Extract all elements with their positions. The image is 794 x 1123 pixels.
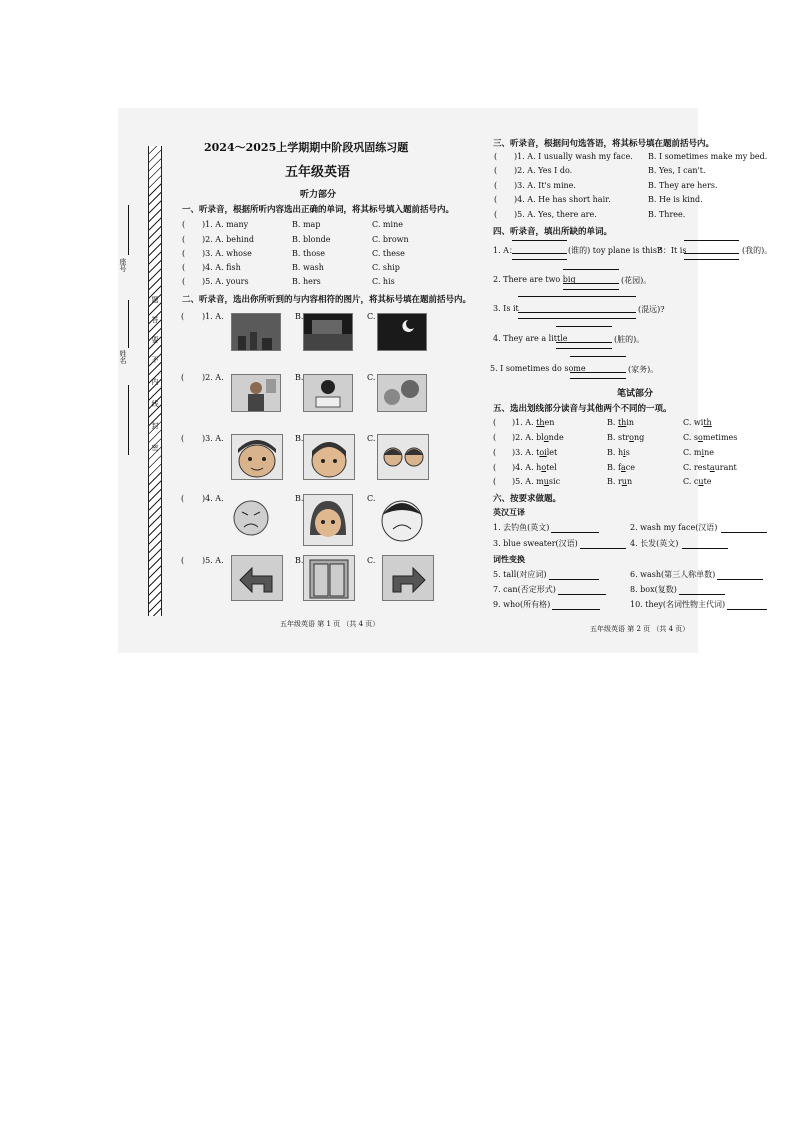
q4-item-5-hint: (家务)。 (628, 365, 659, 374)
night-city-image[interactable] (231, 313, 281, 351)
answer-blank[interactable] (512, 245, 567, 254)
answer-blank[interactable] (570, 364, 626, 373)
q6-sub-translation: 英汉互译 (493, 507, 525, 517)
seat-number-label: 座号 (119, 258, 127, 272)
q6-item: 4. 长发(英文) (630, 538, 728, 549)
q2-label-a: )3. A. (202, 434, 224, 443)
q3-option-a: )3. A. It's mine. (514, 181, 576, 190)
q5-option-c: C. restaurant (683, 463, 737, 472)
answer-blank[interactable] (580, 540, 626, 549)
answer-blank[interactable] (552, 601, 600, 610)
q6-item: 5. tall(对应词) (493, 569, 599, 580)
answer-paren[interactable]: ( (181, 312, 185, 321)
girl-face-image[interactable] (303, 434, 355, 480)
answer-blank[interactable] (518, 318, 636, 319)
page-footer-left: 五年级英语 第 1 页 （共 4 页） (280, 620, 380, 628)
q4-item-4: 4. They are a little (493, 334, 568, 343)
answer-paren[interactable]: ( (182, 277, 186, 286)
q2-label-b: B. (295, 494, 304, 503)
seal-char: 答 (151, 316, 159, 323)
q6-item: 2. wash my face(汉语) (630, 522, 767, 533)
q3-option-a: )1. A. I usually wash my face. (514, 152, 633, 161)
q5-option-c: C. mine (683, 448, 714, 457)
seat-number-blank[interactable] (128, 205, 129, 255)
q5-option-a: )3. A. toilet (512, 448, 558, 457)
section-listening: 听力部分 (300, 190, 337, 200)
q4-item-1-hint: (我的)。 (742, 246, 773, 255)
margin-rule (128, 385, 129, 455)
answer-paren[interactable]: ( (182, 235, 186, 244)
answer-blank[interactable] (563, 289, 619, 290)
q2-label-c: C. (367, 494, 376, 503)
q5-option-a: )2. A. blonde (512, 433, 564, 442)
answer-paren[interactable]: ( (494, 152, 498, 161)
q2-label-a: )1. A. (202, 312, 224, 321)
answer-blank[interactable] (518, 304, 636, 313)
answer-blank[interactable] (549, 571, 599, 580)
q5-option-a: )5. A. music (512, 477, 561, 486)
q2-label-a: )2. A. (202, 373, 224, 382)
q3-option-b: B. Yes, I can't. (648, 166, 706, 175)
q2-label-c: C. (367, 373, 376, 382)
girl-long-hair-image[interactable] (303, 494, 353, 546)
exam-subtitle: 五年级英语 (285, 165, 351, 180)
q3-option-b: B. Three. (648, 210, 686, 219)
answer-blank[interactable] (512, 259, 567, 260)
q6-item: 6. wash(第三人称单数) (630, 569, 763, 580)
q5-option-c: C. cute (683, 477, 712, 486)
answer-blank[interactable] (682, 540, 728, 549)
q1-option-c: C. brown (372, 235, 409, 244)
two-girls-image[interactable] (377, 434, 429, 480)
toys-image[interactable] (377, 374, 427, 412)
q2-label-c: C. (367, 312, 376, 321)
answer-paren[interactable]: ( (494, 181, 498, 190)
name-blank[interactable] (128, 300, 129, 348)
q4-heading: 四、听录音，填出所缺的单词。 (493, 227, 613, 237)
answer-blank[interactable] (556, 334, 612, 343)
seal-char: 封 (151, 422, 159, 429)
q4-item-2: 2. There are two big (493, 275, 576, 284)
q3-option-a: )5. A. Yes, there are. (514, 210, 597, 219)
answer-paren[interactable]: ( (493, 463, 497, 472)
q3-option-a: )2. A. Yes I do. (514, 166, 573, 175)
q6-item: 3. blue sweater(汉语) (493, 538, 626, 549)
answer-blank[interactable] (684, 259, 739, 260)
answer-paren[interactable]: ( (181, 373, 185, 382)
q1-option-c: C. these (372, 249, 405, 258)
section-written: 笔试部分 (617, 389, 654, 399)
q6-sub-wordform: 词性变换 (493, 554, 525, 564)
answer-paren[interactable]: ( (494, 195, 498, 204)
q2-label-b: B. (295, 434, 304, 443)
q4-item-3: 3. Is it (493, 304, 519, 313)
q5-option-b: B. thin (607, 418, 635, 427)
q2-label-a: )4. A. (202, 494, 224, 503)
seal-char: 密 (151, 444, 159, 451)
seal-char: 不 (151, 356, 159, 363)
answer-blank[interactable] (570, 378, 626, 379)
answer-blank[interactable] (721, 524, 767, 533)
q2-label-c: C. (367, 434, 376, 443)
q3-option-a: )4. A. He has short hair. (514, 195, 611, 204)
exam-title: 2024～2025上学期期中阶段巩固练习题 (204, 141, 409, 154)
q5-option-b: B. face (607, 463, 635, 472)
q4-item-1-text: (谁的) toy plane is this? (568, 246, 662, 255)
answer-paren[interactable]: ( (182, 220, 186, 229)
q6-item: 8. box(复数) (630, 584, 725, 595)
q5-option-b: B. run (607, 477, 633, 486)
angry-face-image[interactable] (228, 494, 274, 538)
q6-item: 10. they(名词性物主代词) (630, 599, 767, 610)
q2-label-b: B. (295, 556, 304, 565)
short-hair-boy-image[interactable] (231, 434, 283, 480)
q1-option-c: C. mine (372, 220, 403, 229)
answer-blank[interactable] (556, 348, 612, 349)
q5-option-c: C. sometimes (683, 433, 738, 442)
q4-item-3-hint: (混远)? (638, 305, 665, 314)
q2-label-b: B. (295, 373, 304, 382)
q1-option-c: C. his (372, 277, 395, 286)
answer-blank[interactable] (512, 240, 567, 241)
answer-paren[interactable]: ( (181, 434, 185, 443)
q1-option-c: C. ship (372, 263, 400, 272)
q5-option-a: )4. A. hotel (512, 463, 557, 472)
q3-heading: 三、听录音，根据问句选答语，将其标号填在题前括号内。 (493, 139, 715, 149)
answer-blank[interactable] (563, 275, 619, 284)
turn-right-sign-image[interactable] (382, 555, 434, 601)
crying-boy-image[interactable] (376, 493, 428, 543)
q2-label-c: C. (367, 556, 376, 565)
answer-paren[interactable]: ( (181, 556, 185, 565)
night-street-image[interactable] (303, 313, 353, 351)
answer-paren[interactable]: ( (494, 166, 498, 175)
q6-heading: 六、按要求做题。 (493, 494, 562, 504)
q2-label-a: )5. A. (202, 556, 224, 565)
answer-blank[interactable] (679, 586, 725, 595)
answer-paren[interactable]: ( (182, 263, 186, 272)
q2-label-b: B. (295, 312, 304, 321)
answer-paren[interactable]: ( (181, 494, 185, 503)
q4-item-1-answer: B：It is (657, 246, 687, 255)
answer-blank[interactable] (570, 356, 626, 357)
q5-option-a: )1. A. then (512, 418, 555, 427)
q1-option-a: )4. A. fish (202, 263, 241, 272)
answer-paren[interactable]: ( (182, 249, 186, 258)
q1-option-b: B. those (292, 249, 325, 258)
q4-item-4-hint: (脏的)。 (614, 335, 645, 344)
seal-char: 内 (151, 378, 159, 385)
q1-option-a: )5. A. yours (202, 277, 249, 286)
door-image[interactable] (303, 555, 355, 601)
answer-blank[interactable] (518, 296, 636, 297)
answer-paren[interactable]: ( (493, 418, 497, 427)
q5-option-b: B. his (607, 448, 630, 457)
answer-paren[interactable]: ( (493, 433, 497, 442)
girl-reading-image[interactable] (303, 374, 353, 412)
q1-option-a: )2. A. behind (202, 235, 254, 244)
name-label: 姓名 (119, 350, 127, 364)
answer-blank[interactable] (684, 245, 739, 254)
q1-heading: 一、听录音，根据所听内容选出正确的单词，将其标号填入题前括号内。 (182, 205, 455, 215)
q6-item: 9. who(所有格) (493, 599, 600, 610)
q1-option-a: )3. A. whose (202, 249, 252, 258)
q4-item-1: 1. A： (493, 246, 517, 255)
answer-paren[interactable]: ( (493, 448, 497, 457)
q2-heading: 二、听录音，选出你所听到的与内容相符的图片，将其标号填在题前括号内。 (182, 295, 472, 305)
answer-blank[interactable] (727, 601, 767, 610)
q1-option-a: )1. A. many (202, 220, 249, 229)
q1-option-b: B. blonde (292, 235, 331, 244)
answer-blank[interactable] (717, 571, 763, 580)
q5-option-c: C. with (683, 418, 712, 427)
q5-heading: 五、选出划线部分读音与其他两个不同的一项。 (493, 404, 672, 414)
q1-option-b: B. wash (292, 263, 324, 272)
moon-night-image[interactable] (377, 313, 427, 351)
q5-option-b: B. strong (607, 433, 645, 442)
answer-blank[interactable] (551, 524, 599, 533)
q6-item: 7. can(否定形式) (493, 584, 606, 595)
answer-blank[interactable] (558, 586, 606, 595)
answer-blank[interactable] (556, 326, 612, 327)
page-footer-right: 五年级英语 第 2 页 （共 4 页） (590, 625, 690, 633)
turn-left-sign-image[interactable] (231, 555, 283, 601)
answer-paren[interactable]: ( (494, 210, 498, 219)
q6-item: 1. 去钓鱼(英文) (493, 522, 599, 533)
q4-item-5: 5. I sometimes do some (490, 364, 586, 373)
answer-blank[interactable] (684, 240, 739, 241)
seal-char: 题 (151, 296, 159, 303)
q4-item-2-hint: (花园)。 (621, 276, 652, 285)
q1-option-b: B. map (292, 220, 321, 229)
seal-char: 要 (151, 336, 159, 343)
q1-option-b: B. hers (292, 277, 321, 286)
answer-paren[interactable]: ( (493, 477, 497, 486)
q3-option-b: B. I sometimes make my bed. (648, 152, 768, 161)
answer-blank[interactable] (563, 269, 619, 270)
q3-option-b: B. They are hers. (648, 181, 718, 190)
seal-char: 线 (151, 400, 159, 407)
boy-at-window-image[interactable] (231, 374, 281, 412)
q3-option-b: B. He is kind. (648, 195, 703, 204)
